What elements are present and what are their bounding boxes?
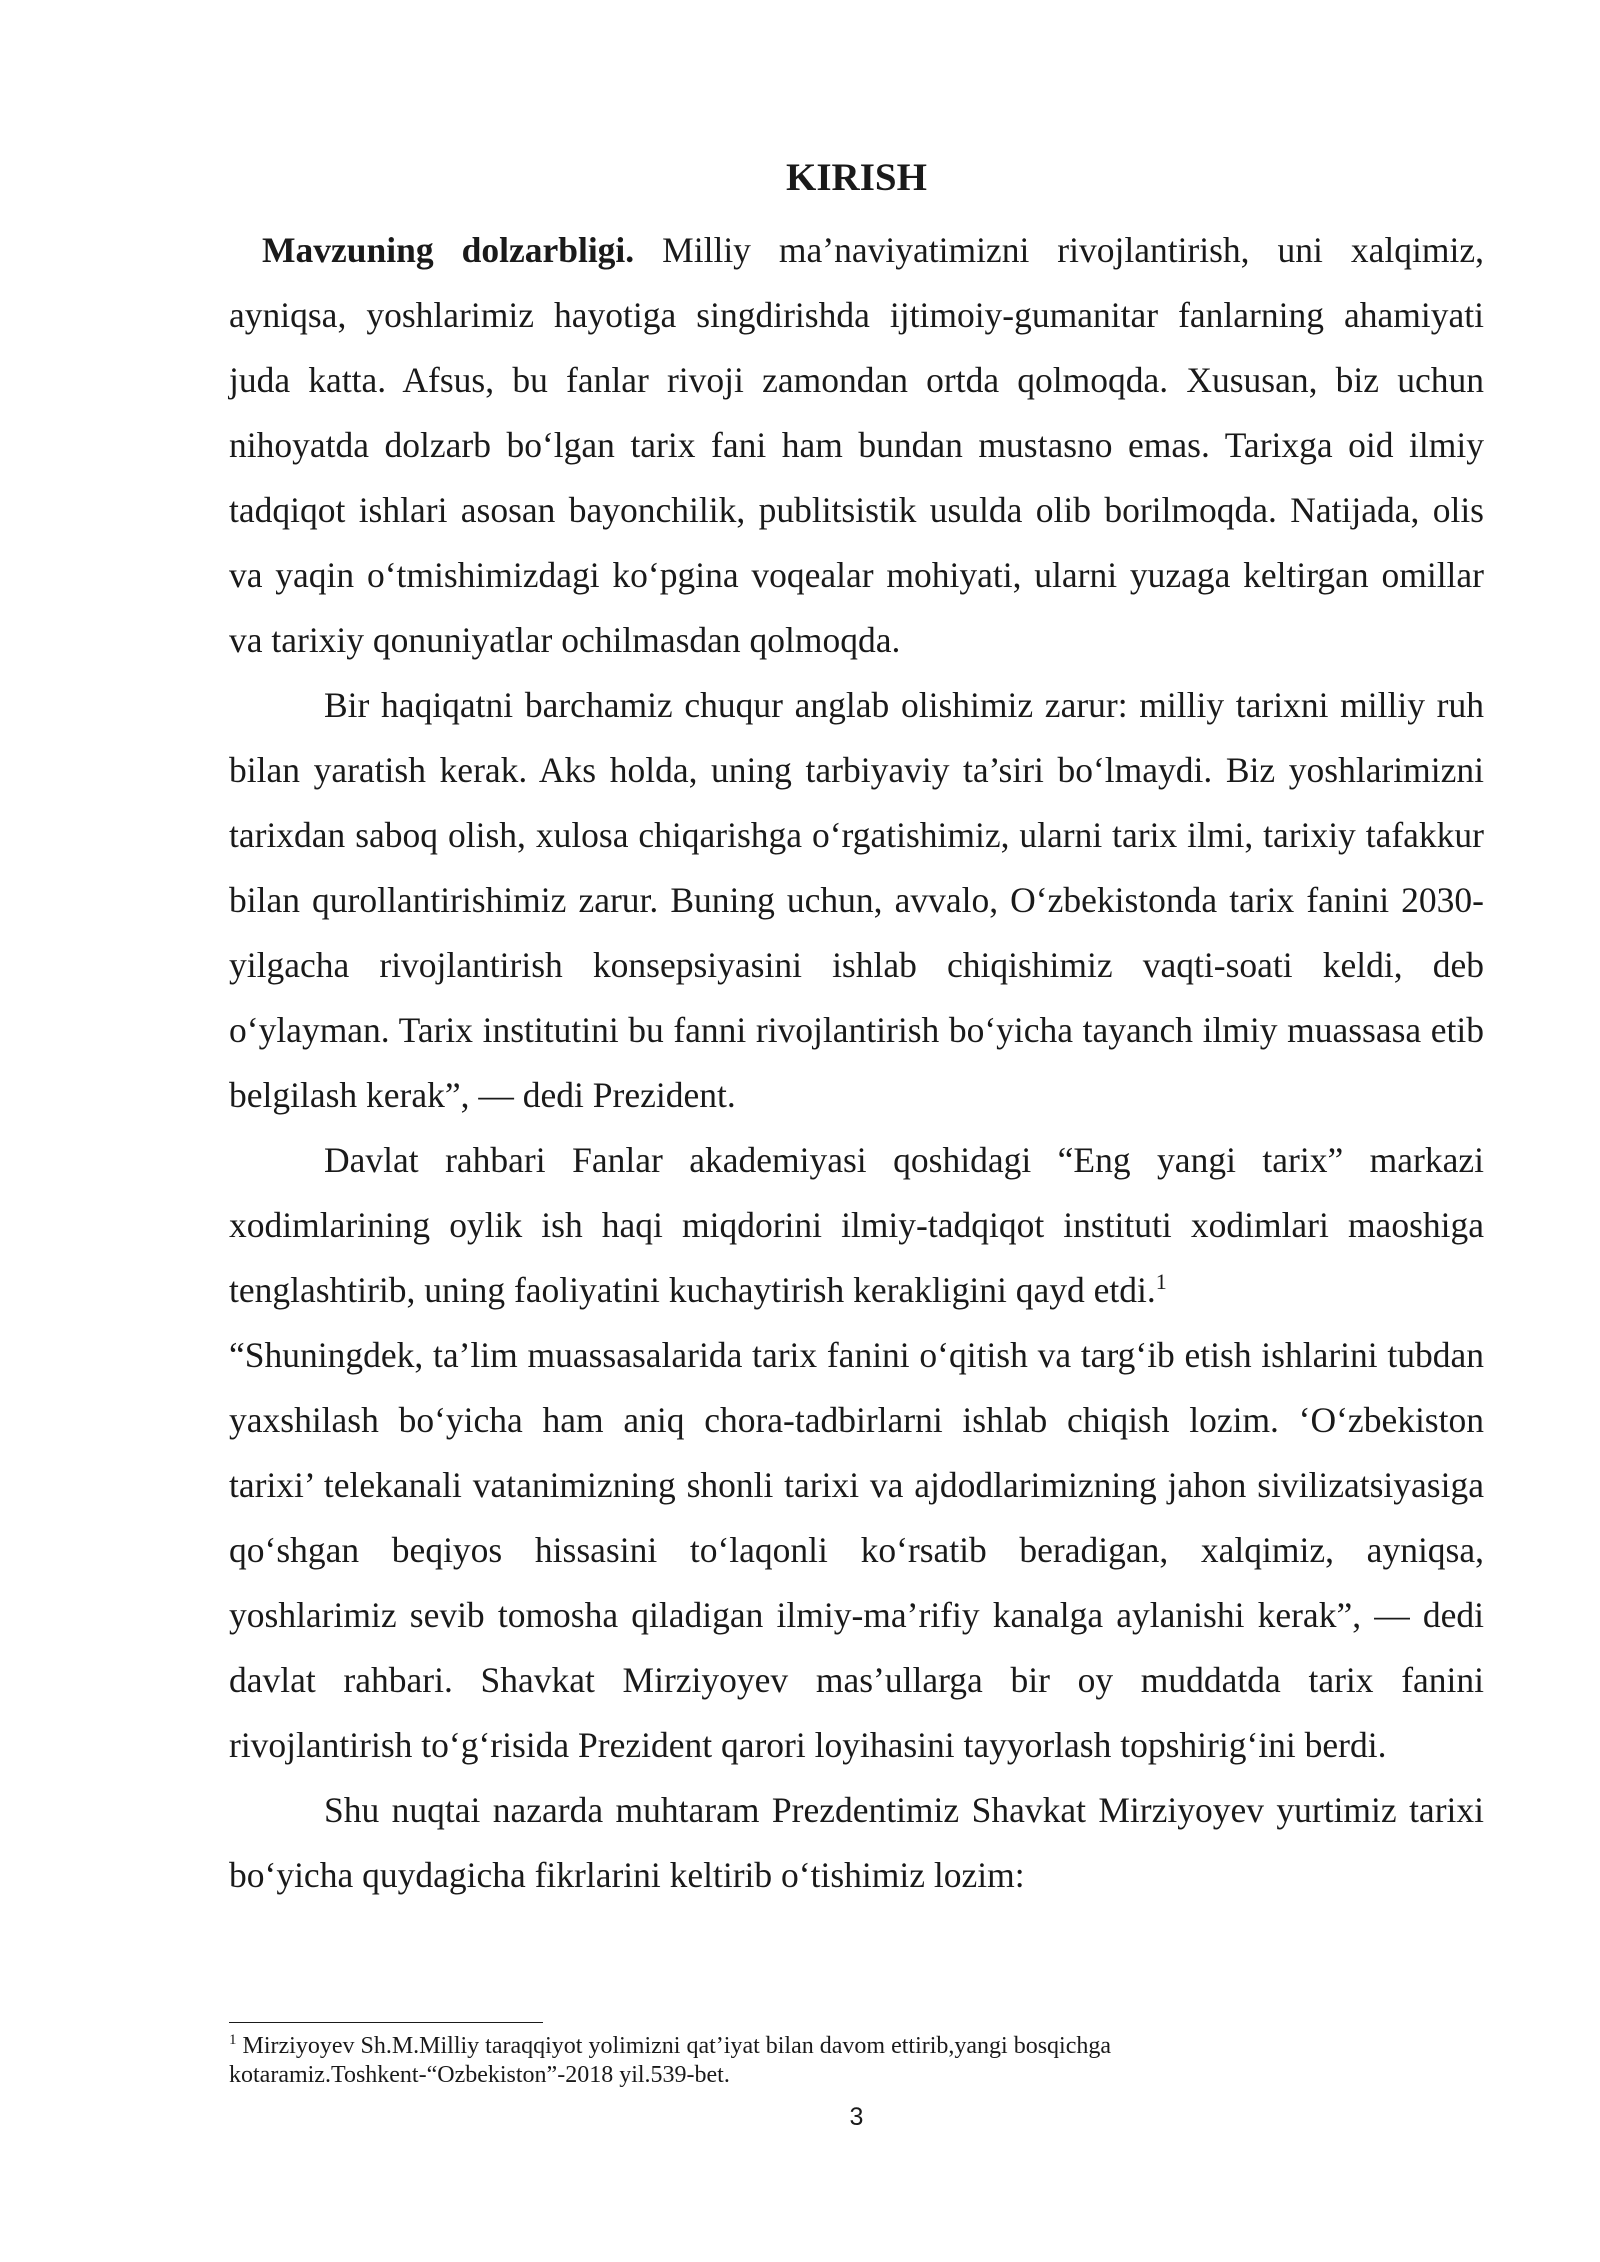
page-number: 3 xyxy=(849,2103,864,2131)
paragraph-national-history xyxy=(229,673,1484,1128)
paragraph-text: Milliy ma’naviyatimizni rivojlantirish, uni xalqimiz, ayniqsa, yoshlarimiz hayotiga singdirishda ijtimoiy-gumanitar fanlarning ahamiyati juda katta. Afsus, bu fanlar rivoji zamondan ortda qolmoqda. Xususan, biz uchun nihoyatda dolzarb bo‘lgan tarix fani ham bundan mustasno emas. Tarixga oid ilmiy tadqiqot ishlari asosan bayonchilik, publitsistik usulda olib borilmoqda. Natijada, olis va yaqin o‘tmishimizdagi ko‘pgina voqealar mohiyati, ularni yuzaga keltirgan omillar va tarixiy qonuniyatlar ochilmasdan qolmoqda. xyxy=(229,230,1484,660)
footnote-reference[interactable]: 1 xyxy=(1155,1269,1167,1295)
paragraph-text: “Shuningdek, ta’lim muassasalarida tarix fanini o‘qitish va targ‘ib etish ishlarini tubdan yaxshilash bo‘yicha ham aniq chora-tadbirlarni ishlab chiqish lozim. ‘O‘zbekiston tarixi’ telekanali vatanimizning shonli tarixi va ajdodlarimizning jahon sivilizatsiyasiga qo‘shgan beqiyos hissasini to‘laqonli ko‘rsatib beradigan, xalqimiz, ayniqsa, yoshlarimiz sevib tomosha qiladigan ilmiy-ma’rifiy kanalga aylanishi kerak”, — dedi davlat rahbari. Shavkat Mirziyoyev mas’ullarga bir oy muddatda tarix fanini rivojlantirish to‘g‘risida Prezident qarori loyihasini tayyorlash topshirig‘ini berdi. xyxy=(229,1335,1484,1765)
paragraph-text: Shu nuqtai nazarda muhtaram Prezdentimiz Shavkat Mirziyoyev yurtimiz tarixi bo‘yicha quydagicha fikrlarini keltirib o‘tishimiz lozim: xyxy=(229,1790,1484,1895)
paragraph-text: Bir haqiqatni barchamiz chuqur anglab olishimiz zarur: milliy tarixni milliy ruh bilan yaratish kerak. Aks holda, uning tarbiyaviy ta’siri bo‘lmaydi. Biz yoshlarimizni tarixdan saboq olish, xulosa chiqarishga o‘rgatishimiz, ularni tarix ilmi, tarixiy tafakkur bilan qurollantirishimiz zarur. Buning uchun, avvalo, O‘zbekistonda tarix fanini 2030-yilgacha rivojlantirish konsepsiyasini ishlab chiqishimiz vaqti-soati keldi, deb o‘ylayman. Tarix institutini bu fanni rivojlantirish bo‘yicha tayanch ilmiy muassasa etib belgilash kerak”, — dedi Prezident. xyxy=(229,685,1484,1115)
section-lead: Mavzuning dolzarbligi. xyxy=(262,230,635,270)
paragraph-academy xyxy=(229,1128,1484,1323)
paragraph-conclusion xyxy=(229,1778,1484,1908)
document-body xyxy=(229,218,1484,1908)
paragraph-text: Davlat rahbari Fanlar akademiyasi qoshidagi “Eng yangi tarix” markazi xodimlarining oylik ish haqi miqdorini ilmiy-tadqiqot instituti xodimlari maoshiga tenglashtirib, uning faoliyatini kuchaytirish kerakligini qayd etdi. xyxy=(229,1140,1484,1310)
document-page xyxy=(229,0,1484,2262)
footnote-text: Mirziyoyev Sh.M.Milliy taraqqiyot yolimizni qat’iyat bilan davom ettirib,yangi bosqichga kotaramiz.Toshkent-“Ozbekiston”-2018 yil.539-bet. xyxy=(229,2033,1112,2088)
paragraph-education xyxy=(229,1323,1484,1778)
footnote-separator xyxy=(229,2022,543,2023)
page-title: KIRISH xyxy=(786,156,927,199)
paragraph-relevance xyxy=(229,218,1484,673)
footnote xyxy=(229,2032,1484,2090)
footnote-marker: 1 xyxy=(229,2032,237,2048)
